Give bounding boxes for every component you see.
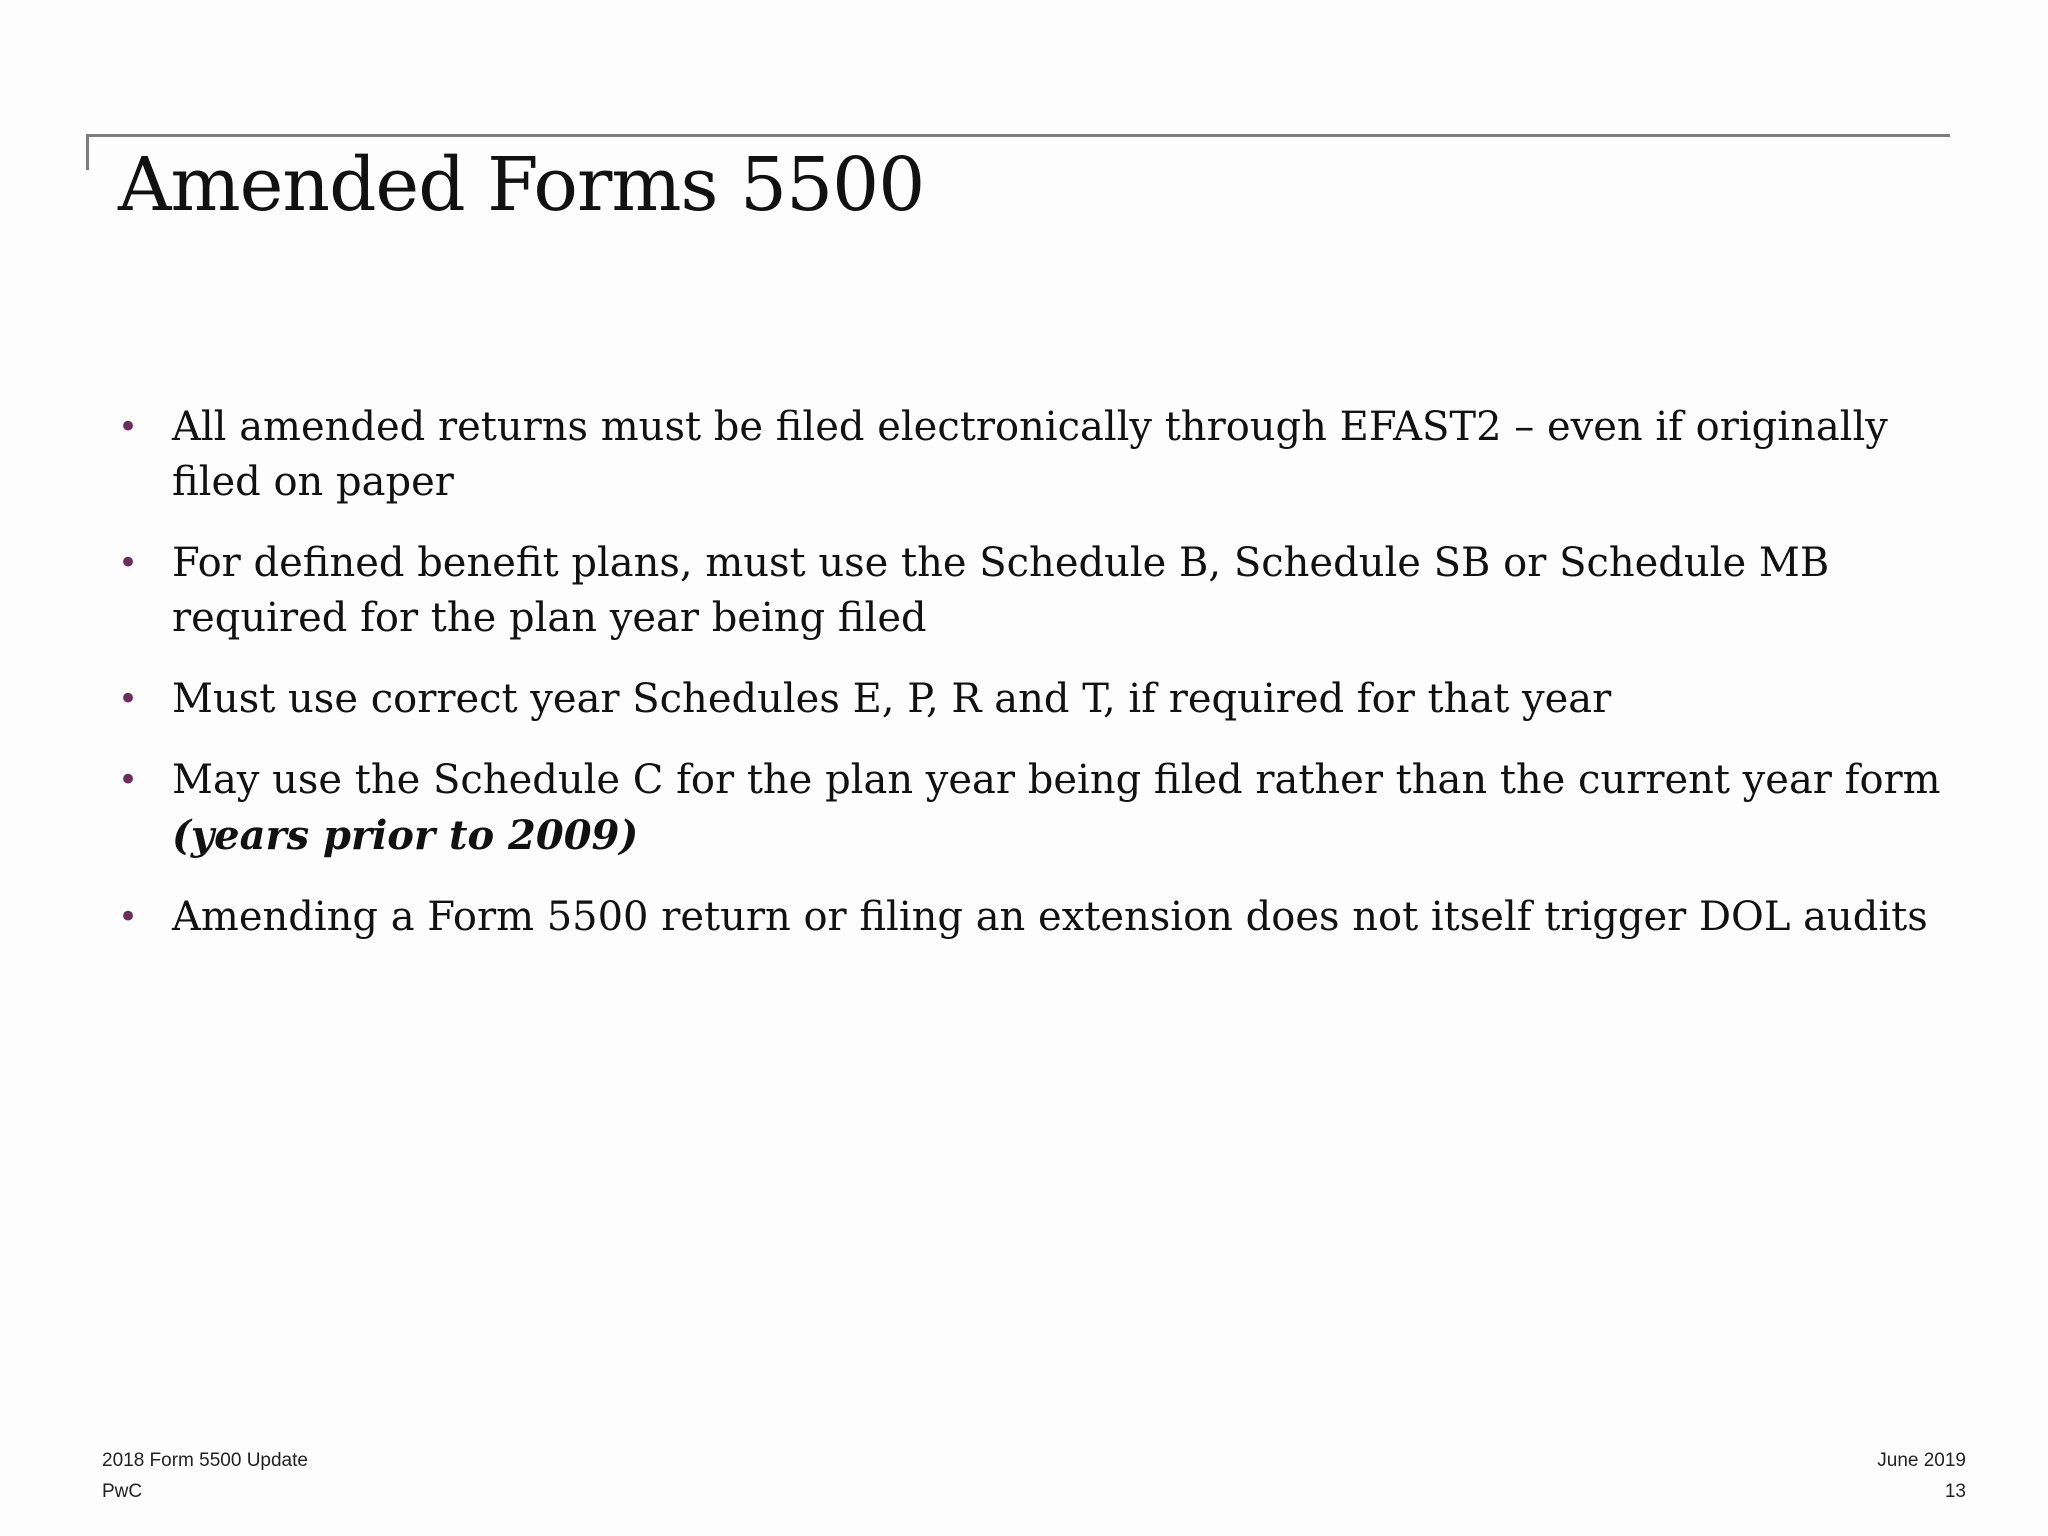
bullet-dot-icon: • xyxy=(118,679,139,719)
footer-page-number: 13 xyxy=(1944,1481,1966,1502)
bullet-text: Amending a Form 5500 return or filing an extension does not itself trigger DOL audits xyxy=(172,894,1928,940)
bullet-dot-icon: • xyxy=(118,897,139,937)
bullet-text: All amended returns must be filed electronically through EFAST2 – even if originally filed on paper xyxy=(172,404,1888,505)
bullet-dot-icon: • xyxy=(118,760,139,800)
bullet-dot-icon: • xyxy=(118,407,139,447)
title-frame-left-rule xyxy=(86,134,89,170)
bullet-dot-icon: • xyxy=(118,543,139,583)
bullet-emphasis: (years prior to 2009) xyxy=(172,812,639,859)
bullet-item xyxy=(118,672,1948,727)
slide-title: Amended Forms 5500 xyxy=(118,142,925,228)
bullet-text: Must use correct year Schedules E, P, R and T, if required for that year xyxy=(172,676,1612,722)
bullet-list xyxy=(118,400,1948,971)
title-frame-top-rule xyxy=(86,134,1950,137)
footer-presentation-title: 2018 Form 5500 Update xyxy=(102,1450,308,1471)
bullet-text: For defined benefit plans, must use the Schedule B, Schedule SB or Schedule MB required for the plan year being filed xyxy=(172,540,1830,641)
bullet-item xyxy=(118,890,1948,945)
bullet-item xyxy=(118,400,1948,510)
bullet-item xyxy=(118,753,1948,864)
footer-date: June 2019 xyxy=(1877,1450,1966,1471)
footer-company: PwC xyxy=(102,1481,143,1502)
bullet-item xyxy=(118,536,1948,646)
bullet-text: May use the Schedule C for the plan year being filed rather than the current year form xyxy=(172,757,1941,803)
